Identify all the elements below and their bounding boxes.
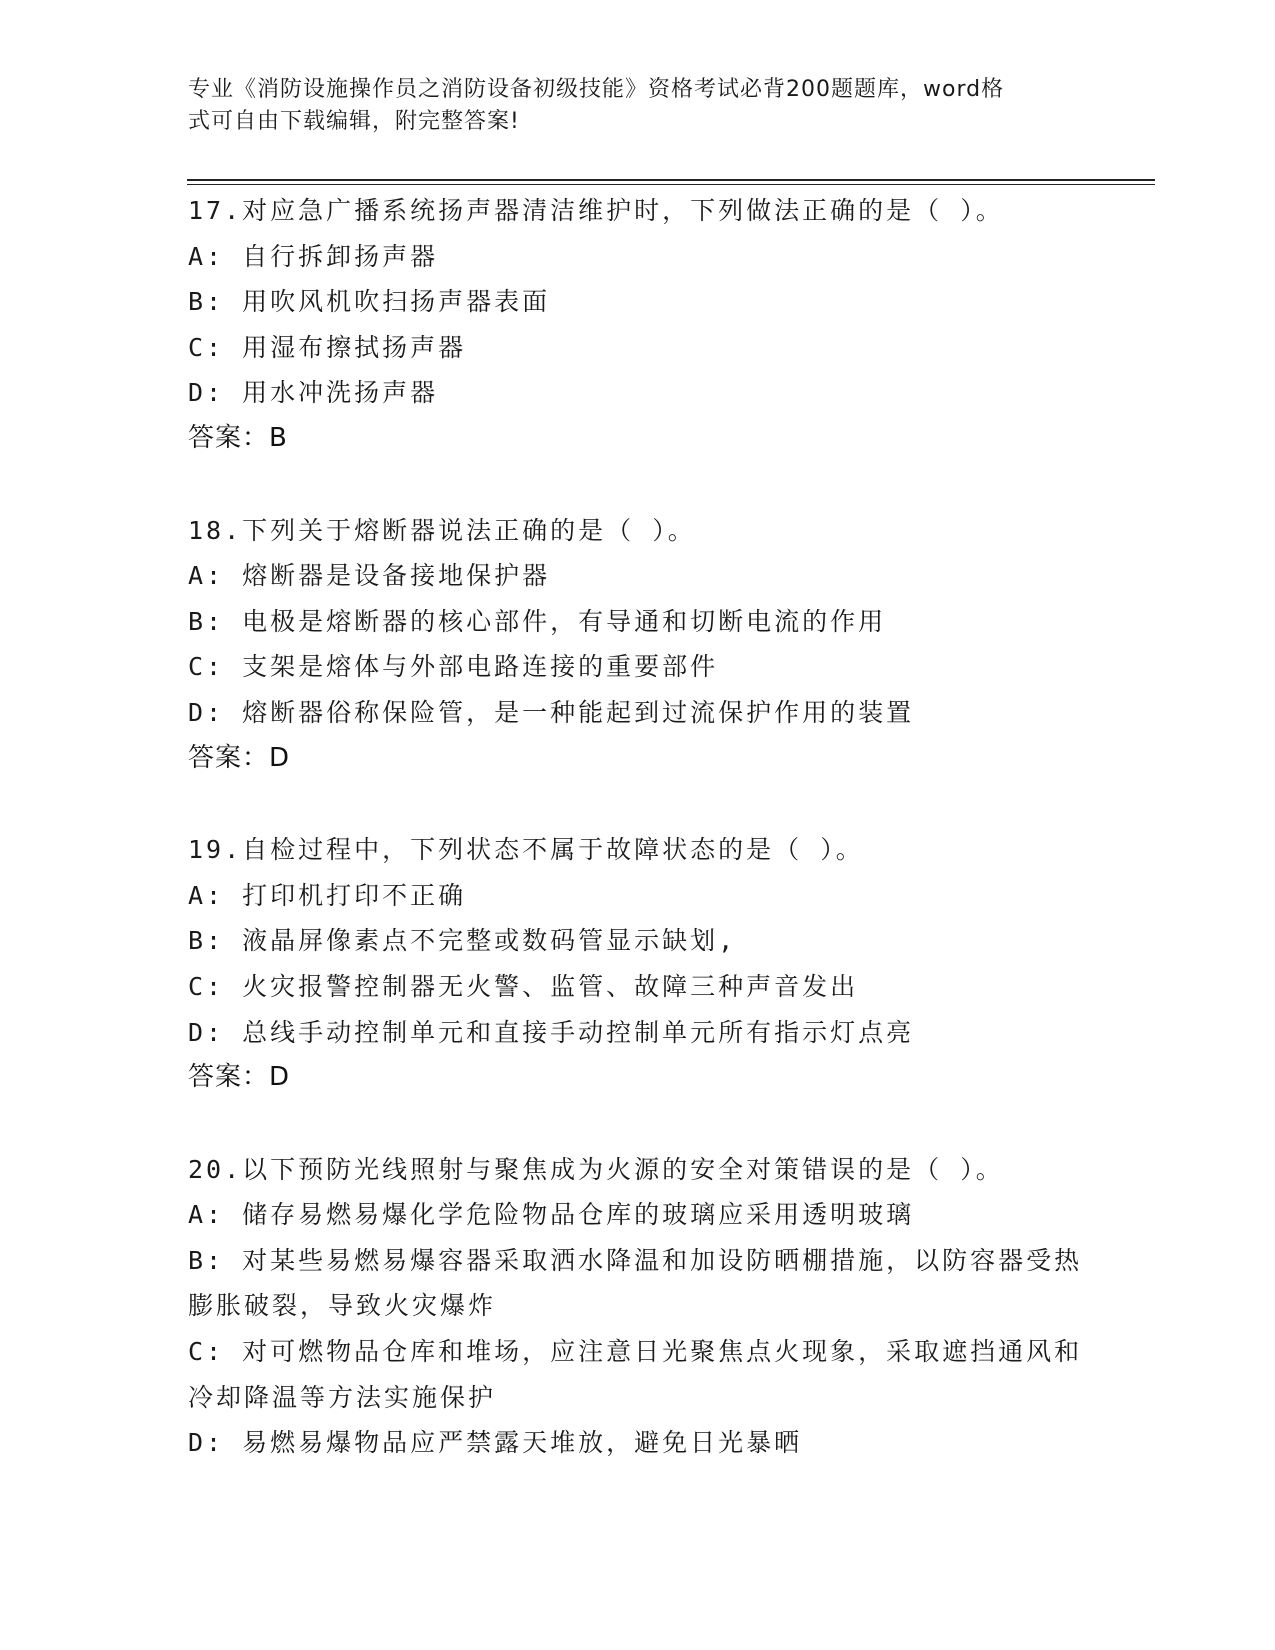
option-c: C: 用湿布擦拭扬声器 (188, 332, 467, 362)
question-stem: 19.自检过程中，下列状态不属于故障状态的是（ ）。 (188, 835, 864, 865)
option-d: D: 熔断器俗称保险管，是一种能起到过流保护作用的装置 (188, 697, 915, 727)
option-a: A: 储存易燃易爆化学危险物品仓库的玻璃应采用透明玻璃 (188, 1200, 915, 1230)
answer-label: 答案：D (188, 1062, 291, 1093)
option-a: A: 自行拆卸扬声器 (188, 241, 439, 271)
option-c: C: 对可燃物品仓库和堆场，应注意日光聚焦点火现象，采取遮挡通风和冷却降温等方法实施保护 (188, 1337, 1083, 1412)
question-stem: 18.下列关于熔断器说法正确的是（ ）。 (188, 515, 696, 545)
option-c: C: 支架是熔体与外部电路连接的重要部件 (188, 652, 719, 682)
option-b: B: 液晶屏像素点不完整或数码管显示缺划, (188, 926, 737, 956)
option-c: C: 火灾报警控制器无火警、监管、故障三种声音发出 (188, 971, 859, 1001)
question-19 (188, 827, 1088, 1101)
header-line-1: 专业《消防设施操作员之消防设备初级技能》资格考试必背200题题库，word格 (188, 77, 1005, 102)
question-list (188, 188, 1088, 1466)
answer-label: 答案：D (188, 742, 291, 773)
option-b: B: 电极是熔断器的核心部件，有导通和切断电流的作用 (188, 606, 887, 636)
option-d: D: 总线手动控制单元和直接手动控制单元所有指示灯点亮 (188, 1017, 915, 1047)
option-a: A: 熔断器是设备接地保护器 (188, 561, 551, 591)
header-divider-thin (187, 184, 1155, 185)
option-b: B: 用吹风机吹扫扬声器表面 (188, 287, 551, 317)
option-d: D: 易燃易爆物品应严禁露天堆放，避免日光暴晒 (188, 1428, 803, 1458)
answer-label: 答案：B (188, 422, 288, 453)
option-d: D: 用水冲洗扬声器 (188, 378, 439, 408)
question-stem: 17.对应急广播系统扬声器清洁维护时，下列做法正确的是（ ）。 (188, 196, 1004, 225)
question-18 (188, 508, 1088, 782)
question-stem: 20.以下预防光线照射与聚焦成为火源的安全对策错误的是（ ）。 (188, 1154, 1004, 1184)
header-line-2: 式可自由下载编辑，附完整答案! (188, 109, 520, 134)
option-a: A: 打印机打印不正确 (188, 880, 467, 910)
document-header (188, 74, 1068, 138)
question-20 (188, 1147, 1088, 1466)
option-b: B: 对某些易燃易爆容器采取洒水降温和加设防晒棚措施，以防容器受热膨胀破裂，导致火灾爆炸 (188, 1245, 1083, 1321)
header-divider-thick (187, 179, 1155, 181)
question-17 (188, 188, 1088, 462)
